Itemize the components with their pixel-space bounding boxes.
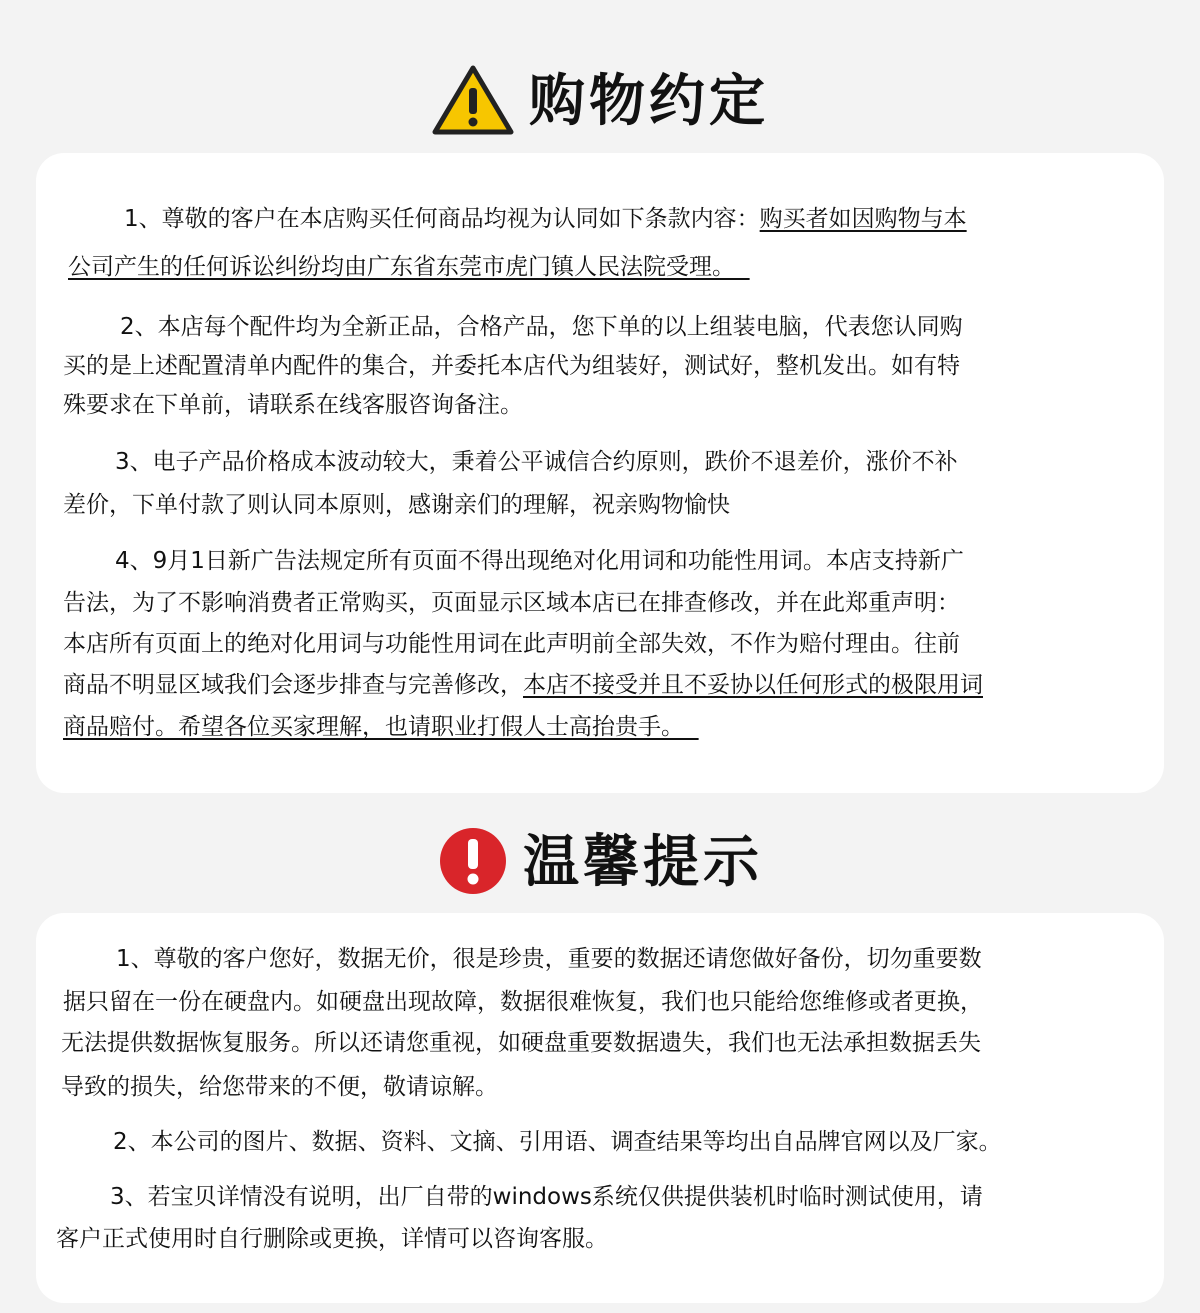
tips-item-1-line-3: 无法提供数据恢复服务。所以还请您重视，如硬盘重要数据遗失，我们也无法承担数据丢失 [61, 1030, 981, 1056]
tips-item-2-line-1: 2、本公司的图片、数据、资料、文摘、引用语、调查结果等均出自品牌官网以及厂家。 [113, 1129, 1002, 1155]
agreement-item-4-line-5 [63, 708, 699, 741]
agreement-item-1-lead: 1、尊敬的客户在本店购买任何商品均视为认同如下条款内容： [124, 206, 760, 232]
agreement-item-1-underlined: 购买者如因购物与本 [759, 206, 967, 232]
warm-tips-card [36, 913, 1164, 1303]
warning-triangle-icon [431, 64, 515, 140]
tips-item-1-line-2: 据只留在一份在硬盘内。如硬盘出现故障，数据很难恢复，我们也只能给您维修或者更换， [63, 989, 983, 1015]
agreement-item-2-line-1: 2、本店每个配件均为全新正品，合格产品，您下单的以上组装电脑，代表您认同购 [120, 314, 963, 340]
exclamation-circle-icon [437, 825, 509, 901]
agreement-item-4-line-1: 4、9月1日新广告法规定所有页面不得出现绝对化用词和功能性用词。本店支持新广 [115, 548, 964, 574]
shopping-agreement-card [36, 153, 1164, 793]
agreement-item-4-line-2: 告法，为了不影响消费者正常购买，页面显示区域本店已在排查修改，并在此郑重声明： [63, 590, 960, 616]
warm-tips-title: 温馨提示 [523, 830, 763, 895]
agreement-item-1 [124, 200, 967, 233]
agreement-item-3-line-2: 差价，下单付款了则认同本原则，感谢亲们的理解，祝亲购物愉快 [63, 492, 730, 518]
agreement-item-3-line-1: 3、电子产品价格成本波动较大，秉着公平诚信合约原则，跌价不退差价，涨价不补 [115, 449, 958, 475]
tips-item-3-line-1: 3、若宝贝详情没有说明，出厂自带的windows系统仅供提供装机时临时测试使用，请 [110, 1184, 983, 1210]
agreement-item-4-plain: 商品不明显区域我们会逐步排查与完善修改， [63, 672, 523, 698]
agreement-item-2-line-3: 殊要求在下单前，请联系在线客服咨询备注。 [63, 392, 523, 418]
shopping-agreement-title: 购物约定 [529, 69, 769, 134]
agreement-item-2-line-2: 买的是上述配置清单内配件的集合，并委托本店代为组装好，测试好，整机发出。如有特 [63, 353, 960, 379]
agreement-item-1-underlined-2: 公司产生的任何诉讼纠纷均由广东省东莞市虎门镇人民法院受理。 [68, 254, 735, 280]
warm-tips-header [0, 823, 1200, 903]
tips-item-3-line-2: 客户正式使用时自行删除或更换，详情可以咨询客服。 [56, 1226, 608, 1252]
agreement-item-4-line-4 [63, 666, 983, 699]
agreement-item-4-underlined-2: 商品赔付。希望各位买家理解，也请职业打假人士高抬贵手。 [63, 714, 684, 740]
agreement-item-4-line-3: 本店所有页面上的绝对化用词与功能性用词在此声明前全部失效，不作为赔付理由。往前 [63, 631, 960, 657]
agreement-item-4-underlined: 本店不接受并且不妥协以任何形式的极限用词 [523, 672, 983, 698]
tips-item-1-line-4: 导致的损失，给您带来的不便，敬请谅解。 [61, 1074, 498, 1100]
agreement-item-1-cont [68, 248, 750, 281]
shopping-agreement-header [0, 62, 1200, 142]
tips-item-1-line-1: 1、尊敬的客户您好，数据无价，很是珍贵，重要的数据还请您做好备份，切勿重要数 [116, 946, 982, 972]
